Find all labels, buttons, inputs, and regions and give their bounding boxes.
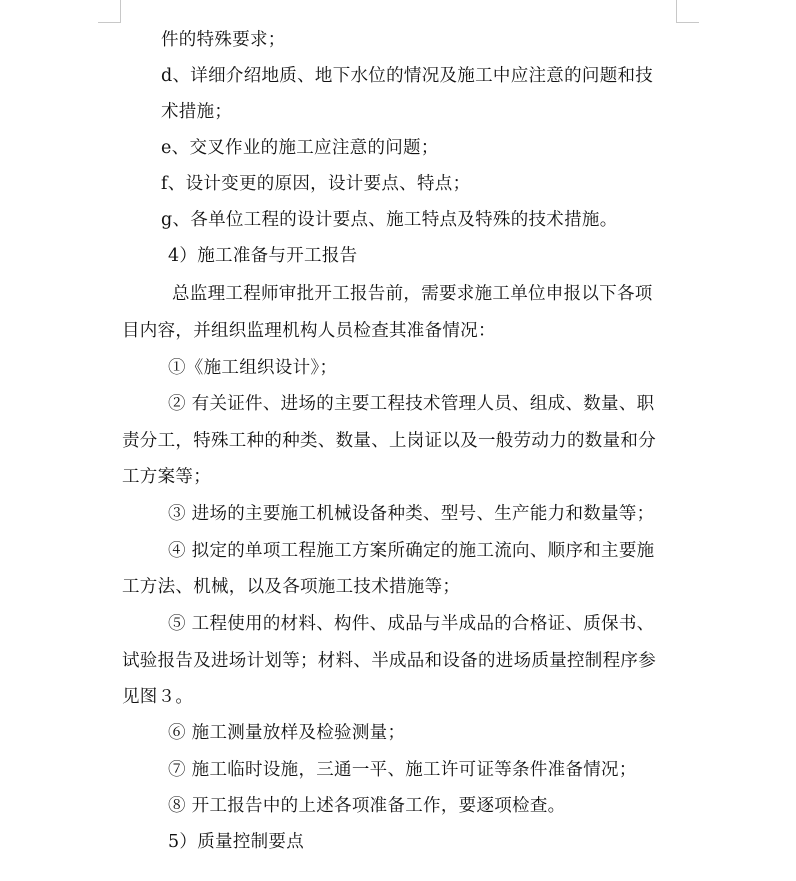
text-line: 目内容，并组织监理机构人员检查其准备情况： (122, 321, 496, 341)
crop-mark-top-left-horizontal (98, 22, 121, 23)
text-line: 见图３。 (122, 687, 194, 707)
text-line: e、交叉作业的施工应注意的问题； (161, 138, 439, 158)
list-item: ③ 进场的主要施工机械设备种类、型号、生产能力和数量等； (168, 504, 655, 524)
list-item: ⑧ 开工报告中的上述各项准备工作，要逐项检查。 (168, 796, 566, 816)
list-item: ④ 拟定的单项工程施工方案所确定的施工流向、顺序和主要施 (168, 541, 655, 561)
section-heading: 4）施工准备与开工报告 (168, 246, 358, 266)
text-line: 试验报告及进场计划等；材料、半成品和设备的进场质量控制程序参 (122, 651, 656, 671)
crop-mark-top-right-horizontal (676, 22, 699, 23)
text-line: 总监理工程师审批开工报告前，需要求施工单位申报以下各项 (172, 284, 653, 304)
text-line: 责分工，特殊工种的种类、数量、上岗证以及一般劳动力的数量和分 (122, 431, 656, 451)
list-item: ⑦ 施工临时设施，三通一平、施工许可证等条件准备情况； (168, 760, 637, 780)
crop-mark-top-right-vertical (676, 0, 677, 22)
text-line: g、各单位工程的设计要点、施工特点及特殊的技术措施。 (161, 210, 618, 230)
text-line: 件的特殊要求； (161, 30, 286, 50)
text-line: 工方法、机械，以及各项施工技术措施等； (122, 577, 461, 597)
crop-mark-top-left-vertical (120, 0, 121, 22)
list-item: ⑥ 施工测量放样及检验测量； (168, 723, 406, 743)
list-item: ⑤ 工程使用的材料、构件、成品与半成品的合格证、质保书、 (168, 614, 655, 634)
text-line: f、设计变更的原因，设计要点、特点； (161, 174, 471, 194)
text-line: 工方案等； (122, 467, 211, 487)
list-item: ①《施工组织设计》； (168, 358, 338, 378)
text-line: d、详细介绍地质、地下水位的情况及施工中应注意的问题和技 (161, 66, 654, 86)
list-item: ② 有关证件、进场的主要工程技术管理人员、组成、数量、职 (168, 394, 655, 414)
text-line: 术措施； (161, 102, 233, 122)
section-heading: 5）质量控制要点 (168, 832, 305, 852)
